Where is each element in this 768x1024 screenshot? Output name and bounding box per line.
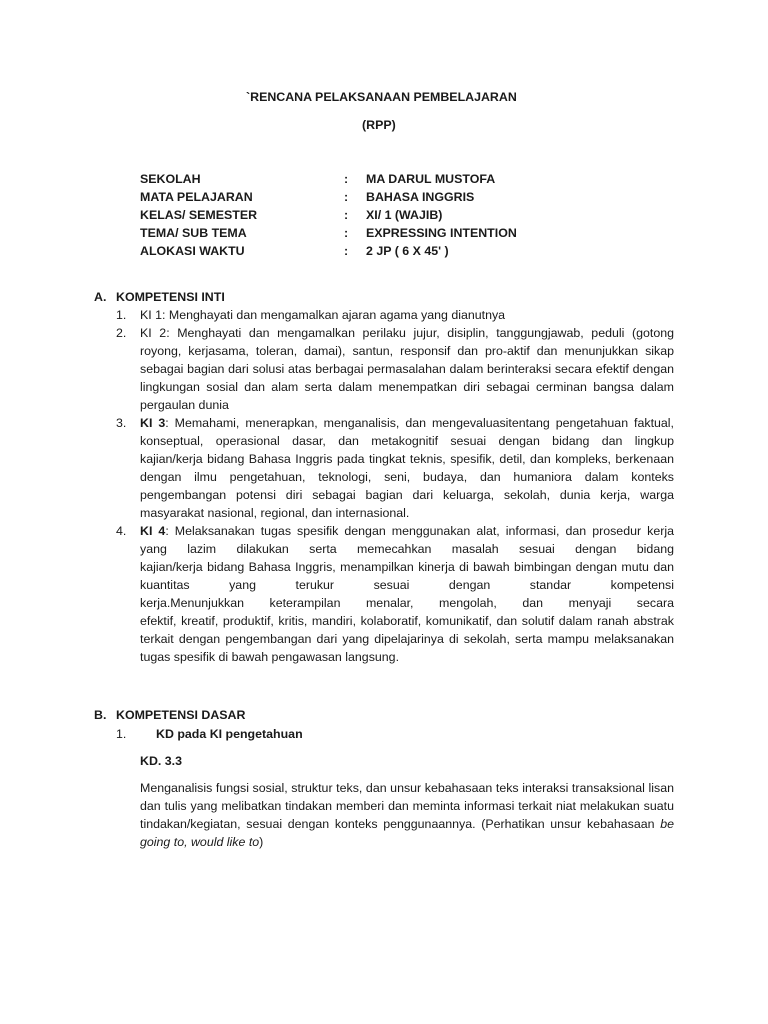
identity-colon: : (344, 172, 349, 186)
text-line: dan tulis yang melibatkan tindakan memberi dan meminta informasi terkait niat melakukan suatu (140, 799, 674, 813)
ki-2-text (140, 324, 674, 414)
section-letter: B. (94, 708, 107, 722)
section-title: KOMPETENSI INTI (116, 290, 225, 304)
text-line: kuantitas yang terukur sesuai dengan standar kompetensi (140, 578, 674, 592)
list-number: 1. (116, 727, 127, 741)
identity-row-kelas (140, 206, 660, 224)
text-line: dengan ilmu pengetahuan, teknologi, seni, budaya, dan humaniora dalam konteks (140, 470, 674, 484)
identity-colon: : (344, 208, 349, 222)
kd-code: KD. 3.3 (140, 754, 183, 768)
identity-colon: : (344, 190, 349, 204)
ki-4-text (140, 522, 674, 666)
list-number: 1. (116, 308, 127, 322)
text-line: pergaulan dunia (140, 398, 229, 412)
identity-row-sekolah (140, 170, 660, 188)
text-line: efektif, kreatif, produktif, kritis, mandiri, kolaboratif, komunikatif, dan solutif dalam ranah abstrak (140, 614, 674, 628)
text-line: pengembangan potensi diri sebagai bagian dari keluarga, sekolah, dunia kerja, warga (140, 488, 674, 502)
identity-colon: : (344, 226, 349, 240)
section-b-heading (94, 706, 245, 724)
list-number: 3. (116, 416, 127, 430)
ki-1-text (140, 306, 674, 324)
text-line: lingkungan sosial dan alam serta dalam menempatkan diri sebagai cerminan bangsa dalam (140, 380, 674, 394)
text-line: terkait dengan pengembangan dari yang dipelajarinya di sekolah, serta mampu melaksanakan (140, 632, 674, 646)
kd-group-heading: KD pada KI pengetahuan (156, 727, 303, 741)
section-title: KOMPETENSI DASAR (116, 708, 246, 722)
text-line: masyarakat nasional, regional, dan internasional. (140, 506, 410, 520)
italic-run: be (660, 817, 674, 831)
identity-colon: : (344, 244, 349, 258)
text-run: ) (259, 835, 264, 849)
list-number: 4. (116, 524, 127, 538)
identity-label: ALOKASI WAKTU (140, 244, 245, 258)
identity-value: BAHASA INGGRIS (366, 190, 475, 204)
identity-row-alokasi (140, 242, 660, 260)
text-line: yang lazim dilakukan serta memecahkan masalah sesuai dengan bidang (140, 542, 674, 556)
text-line (140, 815, 674, 833)
identity-label: SEKOLAH (140, 172, 201, 186)
identity-value: XI/ 1 (WAJIB) (366, 208, 443, 222)
ki-3-text (140, 414, 674, 522)
text-line (140, 833, 674, 851)
text-line: konseptual, operasional dasar, dan metakognitif sesuai dengan bidang dan lingkup (140, 434, 674, 448)
text-line: royong, kerjasama, toleran, damai), santun, responsif dan pro-aktif dan menunjukkan sikap (140, 344, 674, 358)
text-line (140, 414, 674, 432)
document-subtitle: (RPP) (362, 118, 396, 132)
text-line: sebagai bagian dari solusi atas berbagai permasalahan dalam berinteraksi secara efektif dengan (140, 362, 674, 376)
identity-label: KELAS/ SEMESTER (140, 208, 258, 222)
identity-row-tema (140, 224, 660, 242)
text-run: : Melaksanakan tugas spesifik dengan menggunakan alat, informasi, dan prosedur kerja (165, 524, 674, 538)
text-line: kajian/kerja bidang Bahasa Inggris, menampilkan kinerja di bawah bimbingan dengan mutu dan (140, 560, 674, 574)
text-line (140, 522, 674, 540)
text-line: kerja.Menunjukkan keterampilan menalar, mengolah, dan menyaji secara (140, 596, 674, 610)
text-line: KI 2: Menghayati dan mengamalkan perilaku jujur, disiplin, tanggungjawab, peduli (gotong (140, 326, 674, 340)
kd-description (140, 779, 674, 851)
list-number: 2. (116, 326, 127, 340)
text-line: Menganalisis fungsi sosial, struktur teks, dan unsur kebahasaan teks interaksi transaksional lisan (140, 781, 674, 795)
document-title: `RENCANA PELAKSANAAN PEMBELAJARAN (246, 90, 517, 104)
identity-row-mapel (140, 188, 660, 206)
text-run: : Memahami, menerapkan, menganalisis, dan mengevaluasitentang pengetahuan faktual, (165, 416, 674, 430)
ki-lead: KI 3 (140, 416, 166, 430)
identity-value: MA DARUL MUSTOFA (366, 172, 496, 186)
text-line: KI 1: Menghayati dan mengamalkan ajaran agama yang dianutnya (140, 308, 506, 322)
ki-lead: KI 4 (140, 524, 166, 538)
section-letter: A. (94, 290, 107, 304)
identity-value: 2 JP ( 6 X 45' ) (366, 244, 449, 258)
text-line: tugas spesifik di bawah pengawasan langsung. (140, 650, 400, 664)
identity-value: EXPRESSING INTENTION (366, 226, 517, 240)
identity-label: TEMA/ SUB TEMA (140, 226, 247, 240)
italic-run: going to, would like to (140, 835, 260, 849)
text-line: kajian/kerja bidang Bahasa Inggris pada tingkat teknis, spesifik, detil, dan kompleks, berkenaan (140, 452, 674, 466)
text-run: tindakan/kegiatan, sesuai dengan konteks penggunaannya. (Perhatikan unsur kebahasaan (140, 817, 655, 831)
identity-label: MATA PELAJARAN (140, 190, 253, 204)
section-a-heading (94, 288, 225, 306)
